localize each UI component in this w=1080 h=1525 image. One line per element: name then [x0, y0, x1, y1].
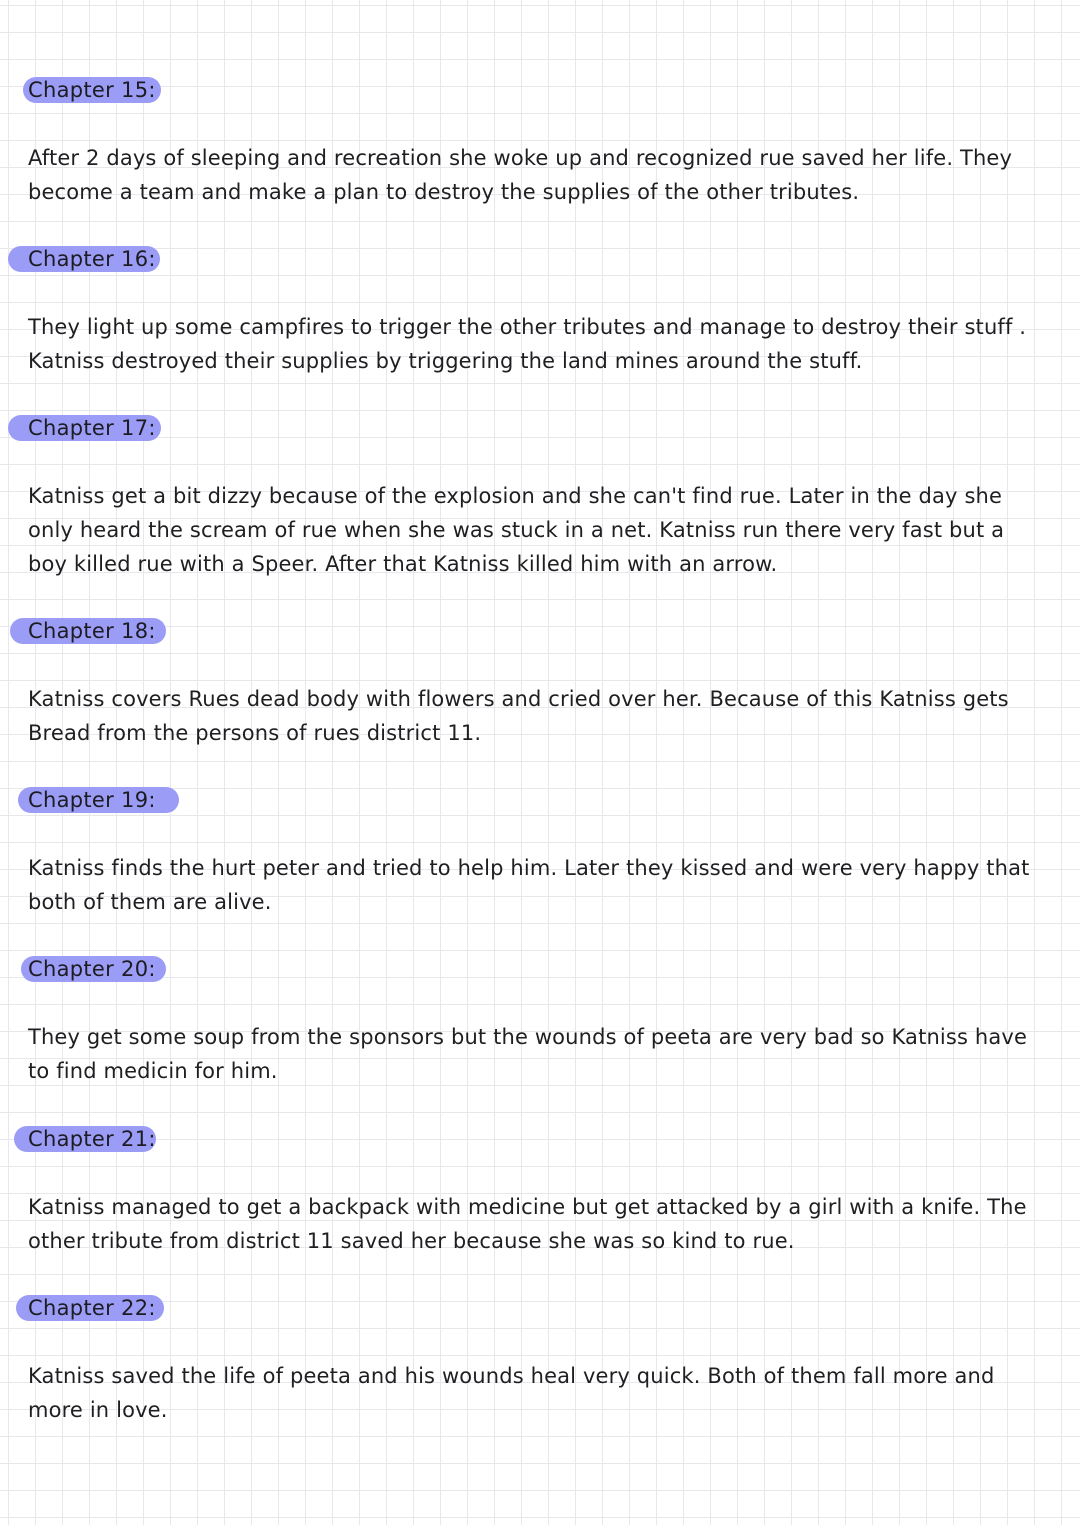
chapter-heading-wrap [28, 783, 156, 817]
chapter-summary: They light up some campfires to trigger the other tributes and manage to destroy their stuff . Katniss destroyed their supplies by triggering the land mines around the stuff. [28, 315, 1027, 373]
chapter-heading: Chapter 20: [28, 957, 156, 981]
chapter-heading-wrap [28, 952, 156, 986]
chapter-heading-wrap [28, 1291, 156, 1325]
chapter-heading-wrap [28, 411, 156, 445]
chapter-summary: Katniss saved the life of peeta and his wounds heal very quick. Both of them fall more and more in love. [28, 1364, 995, 1422]
chapter-summary: Katniss finds the hurt peter and tried to help him. Later they kissed and were very happy that both of them are alive. [28, 856, 1030, 914]
chapter-heading: Chapter 21: [28, 1127, 156, 1151]
chapter-heading-wrap [28, 1122, 156, 1156]
chapter-heading: Chapter 22: [28, 1296, 156, 1320]
chapter-heading: Chapter 17: [28, 416, 156, 440]
chapter-summary: They get some soup from the sponsors but the wounds of peeta are very bad so Katniss have to find medicin for him. [28, 1025, 1028, 1083]
chapter-heading: Chapter 15: [28, 78, 156, 102]
chapter-summary: Katniss managed to get a backpack with medicine but get attacked by a girl with a knife. The other tribute from district 11 saved her because she was so kind to rue. [28, 1195, 1027, 1253]
chapter-heading: Chapter 18: [28, 619, 156, 643]
chapter-heading: Chapter 19: [28, 788, 156, 812]
chapter-heading-wrap [28, 614, 156, 648]
chapter-heading: Chapter 16: [28, 247, 156, 271]
chapter-summary: Katniss covers Rues dead body with flowers and cried over her. Because of this Katniss gets Bread from the persons of rues district 11. [28, 687, 1009, 745]
chapter-heading-wrap [28, 242, 156, 276]
chapter-summary: After 2 days of sleeping and recreation she woke up and recognized rue saved her life. They become a team and make a plan to destroy the supplies of the other tributes. [28, 146, 1013, 204]
chapter-heading-wrap [28, 73, 156, 107]
chapter-summary: Katniss get a bit dizzy because of the explosion and she can't find rue. Later in the day she only heard the scream of rue when she was stuck in a net. Katniss run there very fast but a boy killed rue with a Speer. After that Katniss killed him with an arrow. [28, 484, 1005, 576]
